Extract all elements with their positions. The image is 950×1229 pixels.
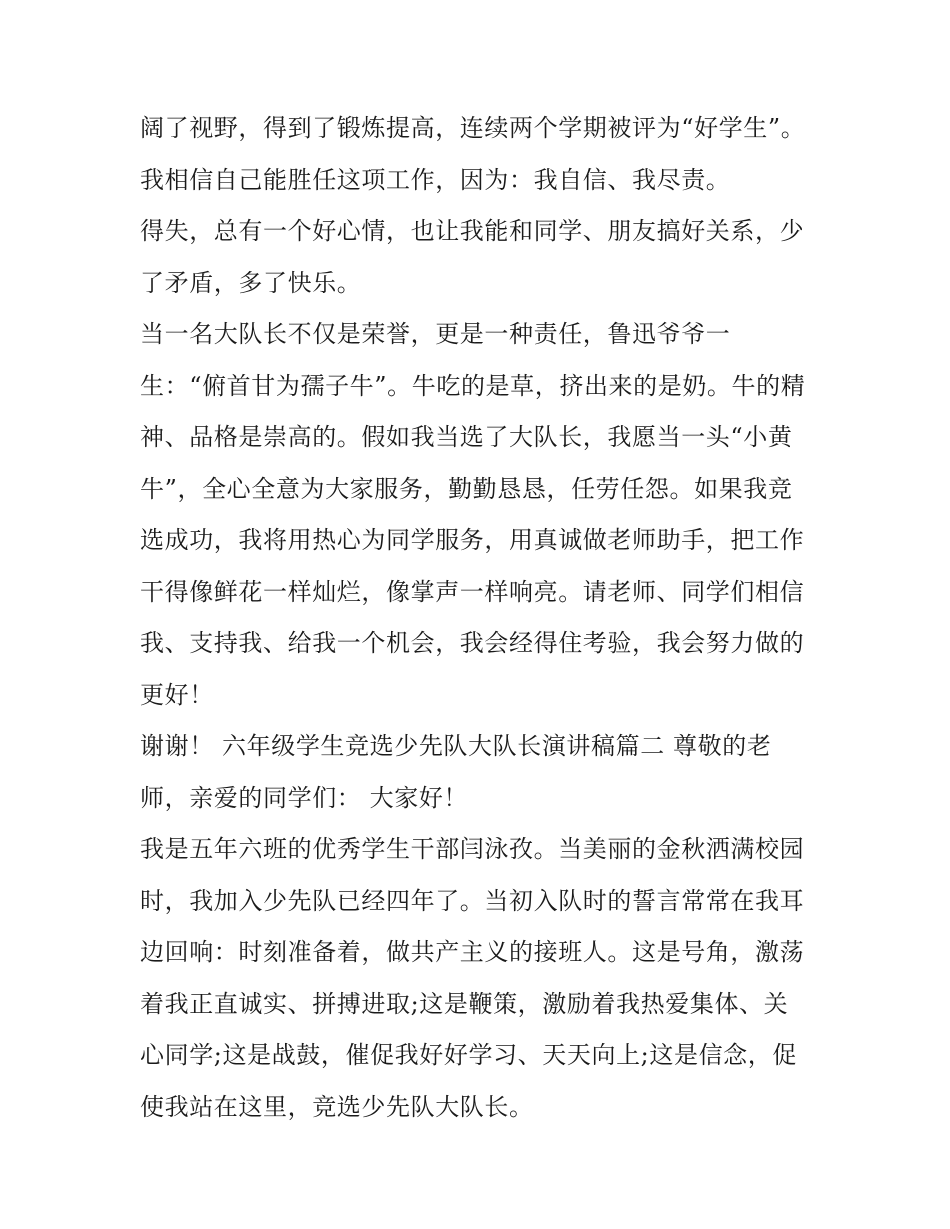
- text-line: 边回响：时刻准备着，做共产主义的接班人。这是号角，激荡: [140, 938, 805, 966]
- text-line: 使我站在这里，竞选少先队大队长。: [140, 1092, 534, 1121]
- text-line: 心同学;这是战鼓，催促我好好学习、天天向上;这是信念，促: [140, 1041, 797, 1069]
- text-line: 我、支持我、给我一个机会，我会经得住考验，我会努力做的: [140, 629, 805, 657]
- text-line: 得失，总有一个好心情，也让我能和同学、朋友搞好关系，少: [140, 217, 805, 245]
- text-line: 了矛盾，多了快乐。: [140, 268, 362, 297]
- document-body: [140, 103, 830, 1133]
- text-line: 神、品格是崇高的。假如我当选了大队长，我愿当一头“小黄: [140, 423, 793, 451]
- text-line: 选成功，我将用热心为同学服务，用真诚做老师助手，把工作: [140, 526, 805, 554]
- text-line: 阔了视野，得到了锻炼提高，连续两个学期被评为“好学生”。: [140, 114, 806, 142]
- text-line: 更好！: [140, 680, 214, 709]
- text-line: 谢谢！ 六年级学生竞选少先队大队长演讲稿篇二 尊敬的老: [140, 732, 772, 760]
- text-line: 时，我加入少先队已经四年了。当初入队时的誓言常常在我耳: [140, 886, 805, 915]
- text-line: 师，亲爱的同学们： 大家好！: [140, 783, 469, 812]
- text-line: 着我正直诚实、拼搏进取;这是鞭策，激励着我热爱集体、关: [140, 989, 789, 1018]
- text-line: 牛”，全心全意为大家服务，勤勤恳恳，任劳任怨。如果我竞: [140, 474, 793, 503]
- text-line: 当一名大队长不仅是荣誉，更是一种责任，鲁迅爷爷一: [140, 320, 731, 348]
- text-line: 生：“俯首甘为孺子牛”。牛吃的是草，挤出来的是奶。牛的精: [140, 371, 806, 400]
- text-line: 我是五年六班的优秀学生干部闫泳孜。当美丽的金秋洒满校园: [140, 835, 805, 863]
- text-line: 干得像鲜花一样灿烂，像掌声一样响亮。请老师、同学们相信: [140, 577, 805, 606]
- text-line: 我相信自己能胜任这项工作，因为：我自信、我尽责。: [140, 165, 731, 194]
